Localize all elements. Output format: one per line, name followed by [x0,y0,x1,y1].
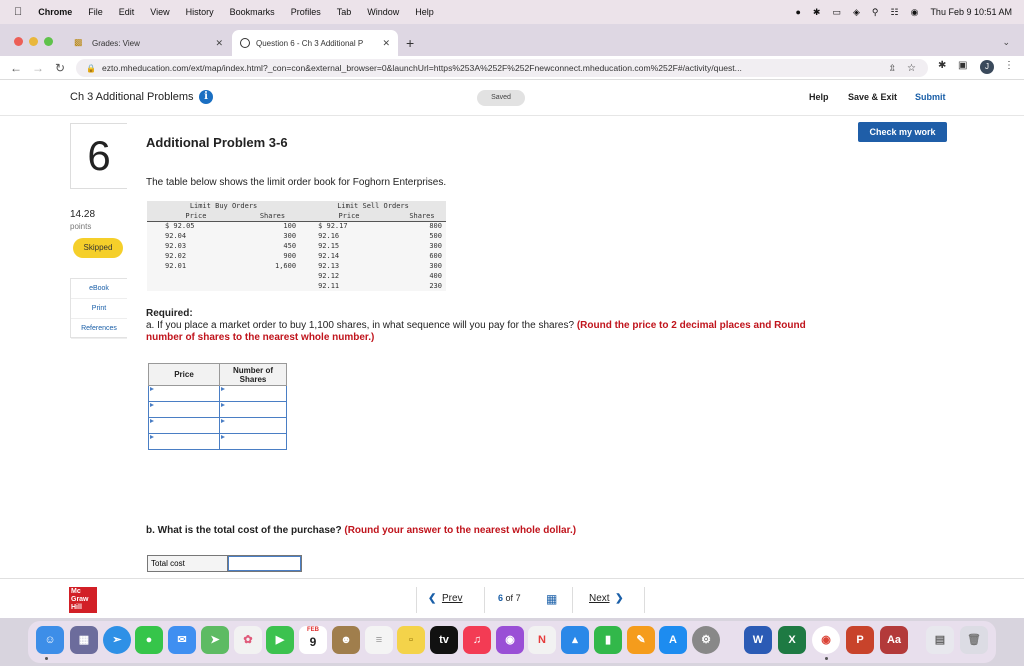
window-controls [14,37,53,46]
contacts-icon[interactable]: ☻ [332,626,360,654]
divider [572,587,573,613]
extensions-icon[interactable]: ✱ [938,60,947,71]
back-icon[interactable]: ← [10,60,22,75]
menu-chrome[interactable]: Chrome [30,7,65,17]
table-row [149,402,287,418]
buy-price-cell: $ 92.05 [147,221,245,231]
buy-price-cell: 92.04 [147,231,245,241]
part-b-note: (Round your answer to the nearest whole dollar.) [344,525,577,536]
footer-nav [0,578,1024,618]
part-a-text: a. If you place a market order to buy 1,100 shares, in what sequence will you pay for the shares? [146,320,575,331]
next-label: Next [589,593,610,604]
of-label: of [505,593,514,603]
buy-price-cell [147,271,245,281]
photos-icon[interactable]: ✿ [234,626,262,654]
zoom-window-icon[interactable] [44,37,53,46]
question-title: Additional Problem 3-6 [146,135,288,150]
buy-shares-cell: 1,600 [245,261,300,271]
print-link[interactable]: Print [71,299,127,319]
sell-price-cell: 92.14 [300,251,398,261]
part-a-question [146,320,826,344]
limit-order-book [147,201,446,291]
system-preferences-icon[interactable]: ⚙ [692,626,720,654]
page-title: Ch 3 Additional Problems [70,91,194,103]
price-col-header: Price [149,364,220,386]
menu-view[interactable]: View [142,7,162,17]
divider [416,587,417,613]
answer-table [148,363,287,450]
calendar-day: 9 [309,635,317,649]
menu-profiles[interactable]: Profiles [282,7,313,17]
app-store-icon[interactable]: A [659,626,687,654]
question-intro: The table below shows the limit order book for Foghorn Enterprises. [146,177,447,188]
order-book-row [147,261,446,271]
buy-shares-cell: 300 [245,231,300,241]
shares-input[interactable] [220,418,287,434]
sell-price-cell: 92.15 [300,241,398,251]
mcgraw-hill-logo: Mc Graw Hill [69,587,97,613]
buy-shares-cell: 100 [245,221,300,231]
menu-bookmarks[interactable]: Bookmarks [221,7,267,17]
prev-button[interactable] [428,593,463,604]
running-indicator [825,657,828,660]
tab-label: Question 6 - Ch 3 Additional P [256,38,364,48]
sidepanel-icon[interactable]: ▣ [958,60,968,71]
apple-tv-icon[interactable] [430,626,458,654]
notes-icon[interactable]: ▫ [397,626,425,654]
buy-shares-cell [245,271,300,281]
lock-icon[interactable]: 🔒 [86,63,96,73]
tab-grades[interactable] [66,30,231,56]
apple-icon[interactable] [14,6,22,18]
powerpoint-icon[interactable]: P [846,626,874,654]
next-button[interactable] [589,593,624,604]
calendar-icon[interactable] [299,626,327,654]
facetime-icon[interactable]: ▶ [266,626,294,654]
sell-shares-header: Shares [398,211,446,221]
tab-question[interactable] [232,30,398,56]
menu-edit[interactable]: Edit [110,7,127,17]
buy-shares-cell [245,281,300,291]
bluetooth-icon[interactable]: ✱ [812,6,821,17]
order-book-row [147,221,446,231]
order-book-row [147,231,446,241]
ebook-link[interactable]: eBook [71,279,127,299]
battery-icon[interactable]: ▭ [832,6,841,17]
mh-favicon-icon: ▩ [74,37,83,47]
order-book-row [147,281,446,291]
sell-price-header: Price [300,211,398,221]
buy-price-cell: 92.02 [147,251,245,261]
buy-shares-cell: 450 [245,241,300,251]
buy-orders-header: Limit Buy Orders [147,201,300,211]
siri-icon[interactable]: ◉ [910,6,919,17]
question-number: 6 [70,123,127,189]
close-tab-icon[interactable]: ✕ [382,37,390,48]
tab-strip [0,24,1024,56]
maps-icon[interactable]: ➤ [201,626,229,654]
address-bar [0,56,1024,80]
resource-links [70,278,127,338]
sell-shares-cell: 300 [398,261,446,271]
minimize-window-icon[interactable] [29,37,38,46]
shares-input[interactable] [220,434,287,450]
required-label: Required: [146,308,193,319]
numbers-icon[interactable]: ▮ [594,626,622,654]
price-input[interactable] [149,402,220,418]
buy-price-cell [147,281,245,291]
sell-shares-cell: 600 [398,251,446,261]
sell-orders-header: Limit Sell Orders [300,201,446,211]
word-icon[interactable]: W [744,626,772,654]
news-icon[interactable]: N [528,626,556,654]
close-tab-icon[interactable]: ✕ [215,37,223,48]
trash-icon[interactable]: 🗑 [960,626,988,654]
part-b-text: b. What is the total cost of the purchase? [146,525,342,536]
status-badge: Skipped [73,238,123,258]
order-book-row [147,251,446,261]
sell-price-cell: 92.13 [300,261,398,271]
bookmark-star-icon[interactable]: ☆ [907,62,916,74]
menu-bar [0,0,1024,24]
wifi-icon[interactable]: ◈ [852,6,860,17]
music-icon[interactable]: ♫ [463,626,491,654]
references-link[interactable]: References [71,319,127,339]
buy-price-cell: 92.03 [147,241,245,251]
excel-icon[interactable]: X [778,626,806,654]
total-cost-input[interactable] [228,556,301,571]
finder-icon[interactable]: ☺ [36,626,64,654]
dictionary-label: Aa [886,634,902,646]
order-book-row [147,241,446,251]
prev-label: Prev [441,593,463,604]
points-value: 14.28 [70,209,96,220]
page-header [0,80,1024,116]
tv-label: tv [439,634,449,646]
running-indicator [45,657,48,660]
menu-tab[interactable]: Tab [328,7,343,17]
sell-shares-cell: 300 [398,241,446,251]
buy-price-cell: 92.01 [147,261,245,271]
sell-price-cell: $ 92.17 [300,221,398,231]
order-book-row [147,271,446,281]
check-my-work-button[interactable]: Check my work [858,122,947,142]
dictionary-icon[interactable] [880,626,908,654]
help-link[interactable]: Help [809,92,829,102]
close-window-icon[interactable] [14,37,23,46]
sell-shares-cell: 400 [398,271,446,281]
sell-shares-cell: 230 [398,281,446,291]
part-a-note: (Round the price to 2 decimal places and Round number of shares to the nearest whole number.) [146,320,806,343]
price-input[interactable] [149,434,220,450]
saved-badge: Saved [477,90,525,106]
price-input[interactable] [149,418,220,434]
menu-file[interactable]: File [80,7,95,17]
total-pages: 7 [515,593,521,603]
page [0,80,1024,618]
chevron-right-icon: ❯ [615,593,624,604]
sell-price-cell: 92.12 [300,271,398,281]
control-center-icon[interactable]: ☷ [890,6,899,17]
messages-icon[interactable]: ● [135,626,163,654]
total-cost-row [147,555,302,572]
spotlight-icon[interactable]: ⚲ [871,6,879,17]
shares-col-header: Number of Shares [220,364,287,386]
table-row [149,418,287,434]
sell-price-cell: 92.16 [300,231,398,241]
sell-price-cell: 92.11 [300,281,398,291]
page-count [498,593,521,603]
current-page: 6 [498,593,504,603]
save-exit-link[interactable]: Save & Exit [848,92,898,102]
mail-icon[interactable]: ✉ [168,626,196,654]
shield-icon[interactable]: ● [795,7,801,17]
downloads-icon[interactable]: ▤ [926,626,954,654]
sell-shares-cell: 800 [398,221,446,231]
total-cost-label: Total cost [148,556,228,571]
question-grid-icon[interactable]: ▦ [546,592,558,606]
info-icon[interactable]: i [199,90,213,104]
podcasts-icon[interactable]: ◉ [496,626,524,654]
reload-icon[interactable]: ↻ [54,60,66,75]
shares-input[interactable] [220,386,287,402]
table-row [149,386,287,402]
chevron-left-icon: ❮ [428,593,437,604]
points-label: points [70,222,92,231]
url-text: ezto.mheducation.com/ext/map/index.html?_con=con&external_browser=0&launchUrl=https%253A%252F%252Fnewconnect.mheducation.com%252F#/activity/quest... [101,63,742,73]
safari-icon[interactable]: ➢ [103,626,131,654]
forward-icon[interactable]: → [32,60,44,75]
tab-search-icon[interactable]: ⌄ [1002,37,1010,47]
chrome-icon[interactable]: ◉ [812,626,840,654]
keynote-icon[interactable]: ▴ [561,626,589,654]
pages-icon[interactable]: ✎ [627,626,655,654]
divider [484,587,485,613]
url-field[interactable] [76,59,928,77]
menu-history[interactable]: History [177,7,206,17]
globe-icon [240,38,250,48]
share-icon[interactable]: ⇫ [888,62,896,73]
part-b-question [146,525,576,536]
table-row [149,434,287,450]
buy-price-header: Price [147,211,245,221]
buy-shares-cell: 900 [245,251,300,261]
shares-input[interactable] [220,402,287,418]
divider [644,587,645,613]
price-input[interactable] [149,386,220,402]
menu-window[interactable]: Window [358,7,391,17]
profile-avatar[interactable]: J [980,60,994,74]
launchpad-icon[interactable]: ▦ [70,626,98,654]
calendar-month: FEB [307,627,319,633]
tab-label: Grades: View [92,38,140,48]
menubar-clock[interactable]: Thu Feb 9 10:51 AM [930,7,1012,17]
new-tab-icon[interactable]: + [406,35,415,51]
sell-shares-cell: 500 [398,231,446,241]
menu-help[interactable]: Help [406,7,426,17]
buy-shares-header: Shares [245,211,300,221]
dock [28,621,996,663]
reminders-icon[interactable]: ≡ [365,626,393,654]
submit-link[interactable]: Submit [915,92,946,102]
more-menu-icon[interactable]: ⋮ [1004,60,1014,71]
